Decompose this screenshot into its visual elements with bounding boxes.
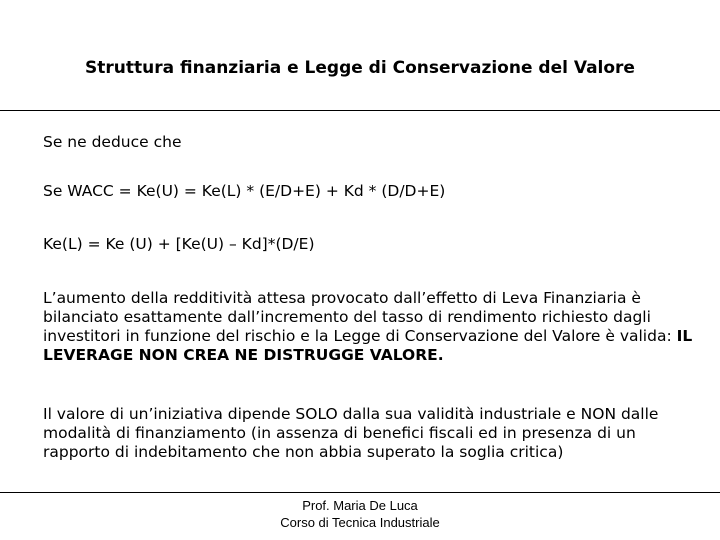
paragraph-intro: Se ne deduce che bbox=[43, 133, 182, 151]
paragraph-wacc-formula: Se WACC = Ke(U) = Ke(L) * (E/D+E) + Kd * (D/D+E) bbox=[43, 182, 446, 200]
paragraph-kel-formula: Ke(L) = Ke (U) + [Ke(U) – Kd]*(D/E) bbox=[43, 235, 315, 253]
footer-course: Corso di Tecnica Industriale bbox=[280, 515, 440, 530]
paragraph-leverage-conclusion: IL LEVERAGE NON CREA NE DISTRUGGE VALORE. bbox=[43, 327, 693, 364]
paragraph-leverage-text: L’aumento della redditività attesa provocato dall’effetto di Leva Finanziaria è bilanciato esattamente dall’incremento del tasso di rendimento richiesto dagli investitori in funzione del rischio e la Legge di Conservazione del Valore è valida: bbox=[43, 289, 677, 345]
paragraph-leverage bbox=[43, 289, 693, 365]
slide-title: Struttura finanziaria e Legge di Conservazione del Valore bbox=[85, 58, 635, 78]
title-divider bbox=[0, 110, 720, 111]
footer-divider bbox=[0, 492, 720, 493]
footer bbox=[0, 497, 720, 531]
paragraph-value: Il valore di un’iniziativa dipende SOLO dalla sua validità industriale e NON dalle modalità di finanziamento (in assenza di benefici fiscali ed in presenza di un rapporto di indebitamento che non abbia superato la soglia critica) bbox=[43, 405, 659, 461]
footer-author: Prof. Maria De Luca bbox=[302, 498, 418, 513]
